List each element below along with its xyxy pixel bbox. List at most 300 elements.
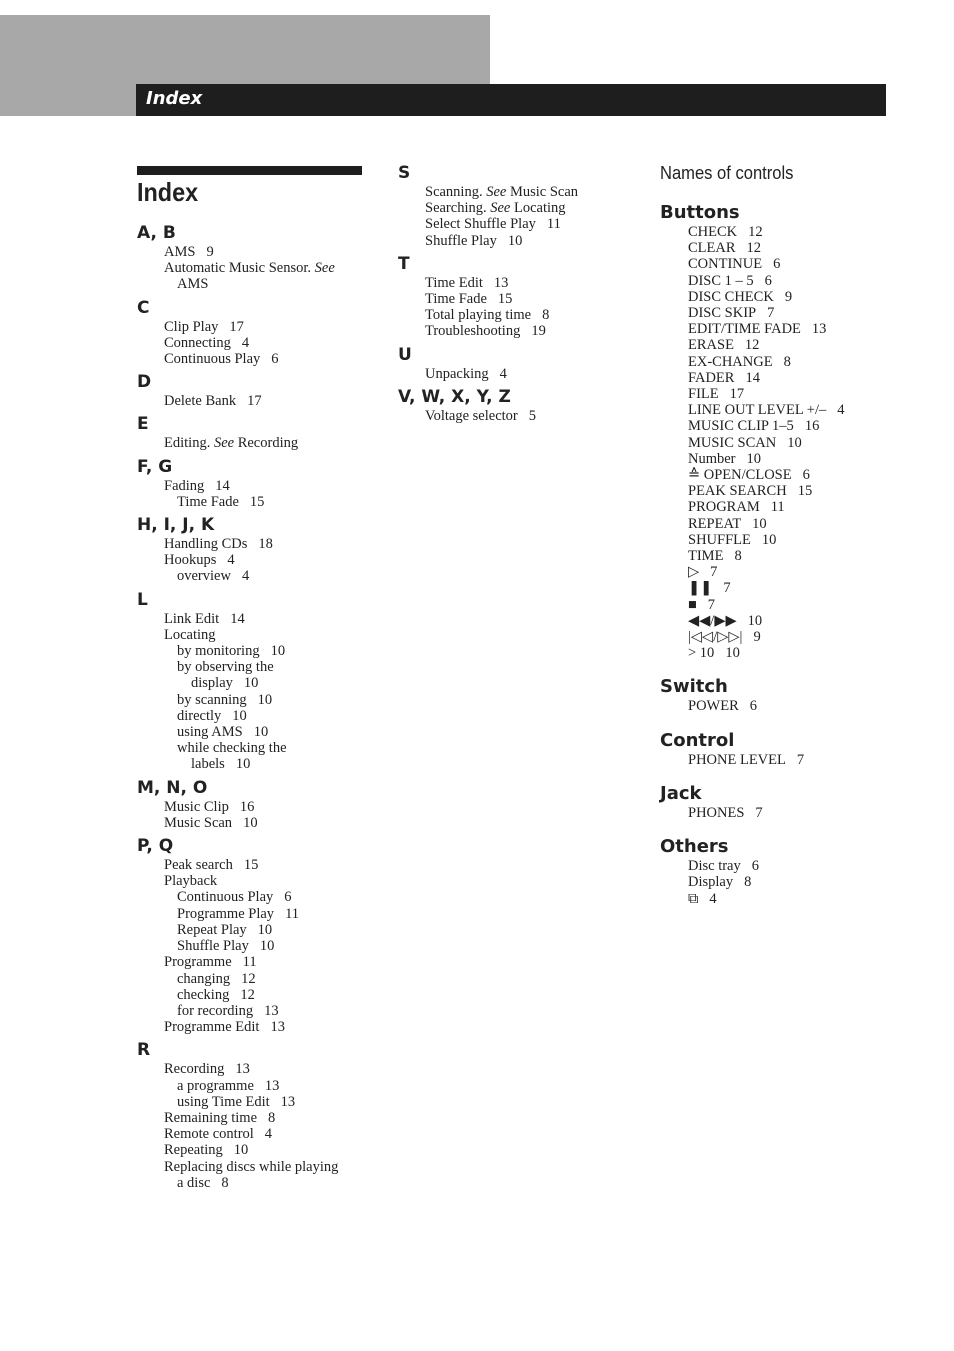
- control-entry: [660, 256, 930, 272]
- index-entry: [137, 724, 377, 740]
- index-entry: [137, 1061, 377, 1077]
- entry-text: Select Shuffle Play: [425, 216, 536, 233]
- page-number: 6: [802, 467, 810, 484]
- index-entry: [398, 323, 638, 339]
- page-number: 10: [233, 1142, 249, 1159]
- index-entry: [137, 659, 377, 675]
- control-entry: [660, 370, 930, 386]
- entry-text: Music Scan: [164, 814, 233, 831]
- entry-text: Locating: [164, 626, 216, 643]
- section-letter: M, N, O: [137, 777, 208, 798]
- section-letter: U: [398, 344, 412, 365]
- control-name: ≙ OPEN/CLOSE: [688, 467, 792, 484]
- section-letter: R: [137, 1040, 151, 1061]
- index-column-2: [398, 163, 638, 429]
- page-number: 8: [542, 307, 550, 324]
- index-entry: [398, 366, 638, 382]
- control-entry: [660, 451, 930, 467]
- page-number: 4: [837, 402, 845, 419]
- page-number: 5: [528, 407, 536, 424]
- index-entry: [137, 494, 377, 510]
- page-number: 8: [221, 1174, 229, 1191]
- entry-text: Hookups: [164, 552, 217, 569]
- section-letter: D: [137, 372, 152, 393]
- entry-text: Fading: [164, 477, 205, 494]
- section-letter: C: [137, 297, 150, 318]
- page-number: 15: [497, 291, 513, 308]
- control-name: DISC CHECK: [688, 288, 774, 305]
- index-entry: [137, 1126, 377, 1142]
- entry-text: Troubleshooting: [425, 323, 521, 340]
- see-reference: See: [314, 260, 335, 277]
- entry-text: Continuous Play: [164, 351, 261, 368]
- entry-text: overview: [177, 568, 231, 585]
- section-letter: A, B: [137, 223, 176, 243]
- entry-list: [398, 408, 638, 424]
- index-section: [137, 414, 377, 451]
- control-entry: [660, 858, 930, 874]
- see-target: Recording: [237, 435, 299, 452]
- entry-list: [398, 366, 638, 382]
- see-reference: See: [490, 200, 511, 217]
- page-number: 12: [748, 224, 763, 240]
- entry-list: [137, 435, 377, 451]
- page-number: 11: [770, 499, 785, 516]
- entry-text: for recording: [177, 1002, 254, 1019]
- entry-list: [137, 611, 377, 773]
- entry-list: [137, 857, 377, 1035]
- names-of-controls-column: [660, 160, 930, 922]
- control-name: DISC SKIP: [688, 305, 757, 322]
- entry-text: Programme: [164, 954, 232, 971]
- entry-text: Remote control: [164, 1126, 254, 1143]
- control-entry: [660, 418, 930, 434]
- entry-text: Repeating: [164, 1142, 223, 1159]
- page-number: 8: [268, 1109, 276, 1126]
- page-number: 14: [745, 369, 760, 386]
- control-name: REPEAT: [688, 515, 742, 532]
- entry-text: by monitoring: [177, 643, 260, 660]
- category-heading: Buttons: [660, 202, 740, 223]
- page-number: 13: [270, 1019, 285, 1036]
- see-target: Locating: [513, 200, 566, 217]
- control-name: ⧉: [688, 890, 699, 907]
- index-entry: [137, 1159, 377, 1175]
- control-entry: [660, 805, 930, 821]
- index-entry: [137, 351, 377, 367]
- page-number: 6: [751, 858, 759, 875]
- page-number: 8: [783, 353, 791, 370]
- see-reference: See: [213, 435, 235, 452]
- entry-text: Automatic Music Sensor.: [164, 260, 312, 277]
- control-category: [660, 730, 930, 768]
- entry-text: Shuffle Play: [177, 938, 249, 955]
- entry-text: Replacing discs while playing: [164, 1158, 339, 1175]
- page-number: 12: [746, 240, 762, 257]
- index-entry: [137, 857, 377, 873]
- section-letter: F, G: [137, 456, 173, 477]
- control-name: POWER: [688, 698, 739, 715]
- page-number: 15: [249, 493, 265, 510]
- entry-text: Recording: [164, 1061, 225, 1078]
- entry-list: [398, 184, 638, 249]
- page-number: 7: [707, 596, 716, 613]
- control-entry: [660, 752, 930, 768]
- index-entry: [137, 1142, 377, 1158]
- entry-text: Music Clip: [164, 798, 229, 815]
- page-number: 4: [227, 552, 235, 569]
- entry-list: [137, 799, 377, 831]
- header-label: Index: [146, 88, 203, 109]
- page-number: 6: [749, 698, 757, 715]
- index-section: [137, 223, 377, 293]
- index-section: [398, 345, 638, 382]
- see-reference: See: [486, 184, 507, 200]
- control-name: ◀◀/▶▶: [688, 612, 737, 629]
- entry-text: a disc: [177, 1174, 211, 1191]
- entry-text: Time Fade: [177, 493, 239, 510]
- page-number: 13: [280, 1093, 296, 1110]
- page-number: 10: [257, 691, 273, 708]
- control-entry: [660, 337, 930, 353]
- entry-list: [137, 244, 377, 293]
- control-category: [660, 783, 930, 821]
- control-entry: [660, 499, 930, 515]
- page-number: 19: [531, 323, 546, 340]
- index-entry: [137, 799, 377, 815]
- control-name: |◁◁/▷▷|: [688, 629, 743, 646]
- entry-text: Programme Play: [177, 905, 275, 922]
- control-entry: [660, 321, 930, 337]
- entry-text: Continuous Play: [177, 889, 274, 906]
- control-entry: [660, 532, 930, 548]
- page-number: 13: [493, 274, 509, 291]
- page-number: 13: [235, 1061, 250, 1078]
- entry-text: display: [191, 675, 233, 692]
- index-entry: [137, 922, 377, 938]
- entry-text: Playback: [164, 873, 218, 890]
- control-name: Number: [688, 450, 736, 467]
- page-number: 12: [241, 970, 256, 987]
- page-number: 10: [747, 612, 763, 629]
- control-entry: [660, 548, 930, 564]
- page-number: 14: [230, 610, 245, 627]
- entry-text: Time Edit: [425, 274, 483, 291]
- control-name: CHECK: [688, 224, 738, 240]
- category-heading: Control: [660, 729, 735, 751]
- page-number: 10: [752, 515, 767, 532]
- index-section: [137, 457, 377, 510]
- header-bar: [136, 84, 886, 116]
- page-number: 7: [796, 751, 805, 768]
- category-heading: Jack: [660, 782, 702, 804]
- control-name: SHUFFLE: [688, 531, 751, 548]
- index-entry: [398, 291, 638, 307]
- page-number: 6: [284, 889, 292, 906]
- index-entry: [137, 740, 377, 756]
- page-number: 10: [725, 645, 740, 662]
- index-entry: [398, 408, 638, 424]
- index-entry: [137, 873, 377, 889]
- index-section: [137, 778, 377, 831]
- page-number: 4: [709, 890, 717, 907]
- page-number: 6: [271, 351, 279, 368]
- control-name: ■: [688, 596, 697, 613]
- entry-text: Editing.: [164, 435, 211, 452]
- index-entry: [137, 276, 377, 292]
- index-section: [137, 1040, 377, 1191]
- control-name: Display: [688, 874, 734, 891]
- control-entry: [660, 354, 930, 370]
- section-letter: S: [398, 163, 411, 183]
- page-number: 8: [744, 874, 752, 891]
- page-number: 6: [773, 256, 781, 273]
- page-title: Index: [137, 177, 199, 207]
- section-letter: V, W, X, Y, Z: [398, 386, 511, 407]
- index-section: [137, 298, 377, 368]
- page-number: 18: [258, 536, 273, 553]
- control-category: [660, 676, 930, 714]
- section-letter: P, Q: [137, 836, 174, 857]
- page-number: 10: [259, 938, 275, 955]
- control-entry: [660, 874, 930, 890]
- control-name: PEAK SEARCH: [688, 483, 787, 500]
- index-entry: [137, 938, 377, 954]
- control-entry: [660, 240, 930, 256]
- names-of-controls-title: Names of controls: [660, 163, 794, 183]
- index-entry: [137, 1094, 377, 1110]
- index-entry: [137, 611, 377, 627]
- control-name: FILE: [688, 386, 719, 403]
- page-number: 14: [215, 477, 230, 494]
- control-name: PHONE LEVEL: [688, 751, 786, 768]
- control-entry: [660, 613, 930, 629]
- page-number: 6: [764, 272, 772, 289]
- control-name: LINE OUT LEVEL +/–: [688, 402, 827, 419]
- index-entry: [137, 244, 377, 260]
- index-section: [137, 372, 377, 409]
- index-entry: [137, 1078, 377, 1094]
- page-number: 17: [229, 318, 244, 335]
- index-entry: [137, 971, 377, 987]
- control-entry: [660, 580, 930, 596]
- index-entry: [137, 335, 377, 351]
- index-entry: [398, 216, 638, 232]
- index-entry: [137, 756, 377, 772]
- control-name: Disc tray: [688, 858, 741, 875]
- index-section: [137, 590, 377, 773]
- entry-text: Delete Bank: [164, 393, 237, 410]
- control-entry: [660, 224, 930, 240]
- control-name: EX-CHANGE: [688, 353, 773, 370]
- page-number: 11: [546, 216, 561, 233]
- page-number: 7: [755, 804, 763, 821]
- index-entry: [137, 536, 377, 552]
- entry-text: Link Edit: [164, 610, 220, 627]
- entry-text: Clip Play: [164, 318, 219, 335]
- control-category: [660, 202, 930, 661]
- entry-text: directly: [177, 707, 222, 724]
- entry-text: Voltage selector: [425, 407, 518, 424]
- section-letter: L: [137, 589, 148, 610]
- page-number: 10: [257, 921, 273, 938]
- control-entry: [660, 402, 930, 418]
- page-number: 7: [723, 580, 731, 597]
- entry-text: Shuffle Play: [425, 232, 497, 249]
- index-section: [398, 163, 638, 249]
- control-entry: [660, 467, 930, 483]
- index-entry: [137, 627, 377, 643]
- index-section: [137, 836, 377, 1035]
- index-entry: [137, 692, 377, 708]
- page-number: 15: [797, 483, 813, 500]
- index-entry: [137, 708, 377, 724]
- entry-list: [137, 536, 377, 585]
- index-entry: [398, 184, 638, 200]
- section-letter: H, I, J, K: [137, 515, 215, 536]
- control-category: [660, 836, 930, 907]
- entry-text: Connecting: [164, 334, 231, 351]
- entry-text: a programme: [177, 1077, 254, 1094]
- index-entry: [137, 906, 377, 922]
- index-entry: [137, 478, 377, 494]
- control-name: > 10: [688, 645, 715, 662]
- page-number: 10: [243, 814, 258, 831]
- entry-list: [137, 319, 377, 368]
- page-number: 17: [247, 393, 262, 410]
- page-number: 7: [710, 564, 718, 581]
- page-number: 4: [499, 365, 507, 382]
- page-number: 11: [285, 905, 300, 922]
- index-column-1: [137, 166, 377, 1196]
- page-number: 10: [235, 756, 251, 773]
- index-entry: [137, 435, 377, 451]
- control-name: EDIT/TIME FADE: [688, 321, 801, 338]
- control-name: MUSIC SCAN: [688, 434, 777, 451]
- control-entry: [660, 597, 930, 613]
- entry-text: checking: [177, 986, 230, 1003]
- entry-text: by scanning: [177, 691, 247, 708]
- page-number: 9: [753, 629, 761, 646]
- page-number: 10: [270, 643, 286, 660]
- index-section: [137, 515, 377, 585]
- index-entry: [137, 1175, 377, 1191]
- index-entry: [137, 987, 377, 1003]
- control-entry: [660, 564, 930, 580]
- control-name: DISC 1 – 5: [688, 272, 754, 289]
- control-name: ❚❚: [688, 580, 713, 597]
- entry-text: using Time Edit: [177, 1093, 270, 1110]
- index-entry: [398, 275, 638, 291]
- index-entry: [137, 889, 377, 905]
- page-number: 17: [729, 386, 745, 403]
- control-name: PROGRAM: [688, 499, 760, 516]
- entry-text: Repeat Play: [177, 921, 247, 938]
- page-number: 9: [206, 244, 214, 260]
- see-target: Music Scan: [509, 184, 579, 200]
- index-entry: [137, 260, 377, 276]
- entry-text: Scanning.: [425, 184, 483, 200]
- section-letter: E: [137, 414, 149, 435]
- entry-text: AMS: [177, 276, 209, 293]
- entry-list: [137, 1061, 377, 1191]
- index-entry: [137, 552, 377, 568]
- index-entry: [137, 319, 377, 335]
- page-number: 4: [241, 568, 250, 585]
- index-entry: [137, 568, 377, 584]
- control-name: PHONES: [688, 804, 745, 821]
- entry-list: [398, 275, 638, 340]
- page-number: 10: [232, 707, 247, 724]
- page-number: 15: [243, 857, 259, 874]
- section-letter: T: [398, 253, 410, 274]
- entry-text: changing: [177, 970, 231, 987]
- control-entry: [660, 645, 930, 661]
- page-number: 4: [264, 1126, 273, 1143]
- page-number: 13: [264, 1002, 279, 1019]
- index-entry: [398, 307, 638, 323]
- page-number: 16: [804, 418, 820, 435]
- entry-text: while checking the: [177, 740, 287, 757]
- entry-list: [137, 393, 377, 409]
- control-name: MUSIC CLIP 1–5: [688, 418, 794, 435]
- page-number: 7: [767, 305, 775, 322]
- page-number: 10: [746, 450, 762, 467]
- control-name: CLEAR: [688, 240, 736, 257]
- entry-list: [137, 478, 377, 510]
- control-entry: [660, 289, 930, 305]
- entry-text: using AMS: [177, 724, 243, 741]
- page-number: 13: [811, 321, 827, 338]
- page-number: 10: [761, 531, 777, 548]
- control-entry: [660, 516, 930, 532]
- control-name: TIME: [688, 548, 724, 565]
- entry-text: Time Fade: [425, 291, 487, 308]
- page-number: 12: [744, 337, 760, 354]
- entry-text: Peak search: [164, 857, 233, 874]
- entry-text: Programme Edit: [164, 1019, 260, 1036]
- category-heading: Others: [660, 836, 729, 858]
- index-entry: [398, 233, 638, 249]
- control-name: CONTINUE: [688, 256, 763, 273]
- index-entry: [137, 643, 377, 659]
- entry-text: Remaining time: [164, 1109, 258, 1126]
- category-heading: Switch: [660, 676, 728, 698]
- entry-text: AMS: [164, 244, 196, 260]
- entry-text: Total playing time: [425, 307, 532, 324]
- control-entry: [660, 483, 930, 499]
- control-entry: [660, 435, 930, 451]
- control-name: FADER: [688, 369, 735, 386]
- entry-text: Unpacking: [425, 365, 489, 382]
- entry-text: by observing the: [177, 659, 274, 676]
- control-entry: [660, 273, 930, 289]
- page-number: 12: [240, 986, 255, 1003]
- entry-text: Searching.: [425, 200, 487, 217]
- control-entry: [660, 698, 930, 714]
- title-rule: [137, 166, 362, 175]
- entry-text: labels: [191, 756, 225, 773]
- page-number: 10: [253, 724, 269, 741]
- page-number: 10: [787, 434, 802, 451]
- page-number: 13: [264, 1077, 280, 1094]
- control-entry: [660, 891, 930, 907]
- page-number: 16: [239, 798, 255, 815]
- index-entry: [398, 200, 638, 216]
- index-entry: [137, 675, 377, 691]
- index-section: [398, 254, 638, 340]
- index-entry: [137, 1019, 377, 1035]
